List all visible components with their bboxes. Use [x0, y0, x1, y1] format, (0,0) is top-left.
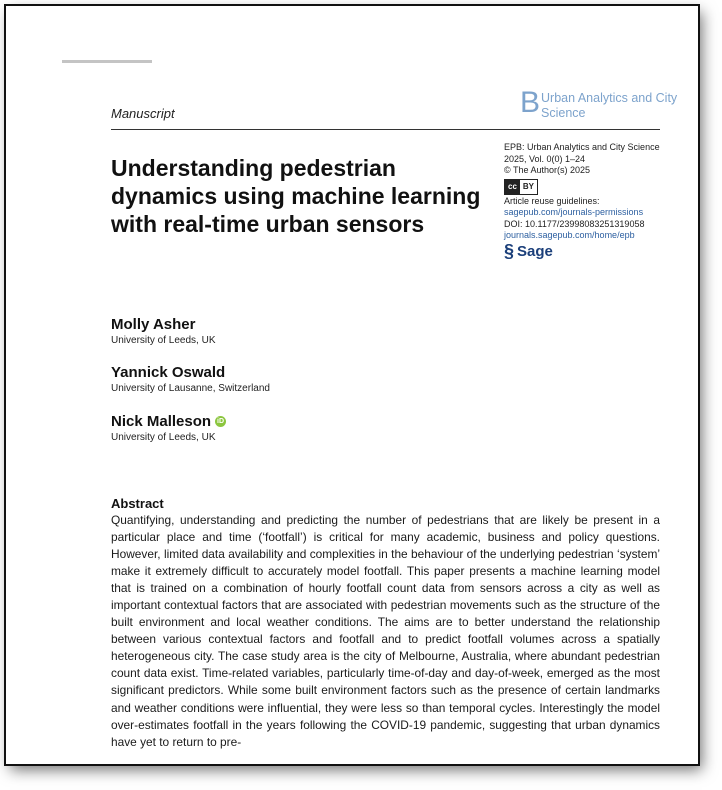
- sage-s-icon: §: [504, 240, 515, 261]
- author-affiliation: University of Leeds, UK: [111, 335, 216, 346]
- abstract-heading: Abstract: [111, 496, 164, 511]
- author-name-text: Nick Malleson: [111, 413, 212, 430]
- paper-page: [20, 20, 696, 764]
- paper-title: Understanding pedestrian dynamics using machine learning with real-time urban sensors: [111, 155, 481, 237]
- author-name: [111, 316, 216, 333]
- abstract-text: Quantifying, understanding and predicting the number of pedestrians that are likely be present in a particular place and time (‘footfall’) is critical for many academic, business and policy questions. However, limited data availability and complexities in the behaviour of the underlying pedestrian ‘system’ make it extremely difficult to accurately model footfall. This paper presents a machine learning model that is trained on a combination of hourly footfall count data from sensors across a city as well as important contextual factors that are associated with pedestrian movements such as the structure of the built environment and local weather conditions. The aims are to better understand the relationship between various contextual factors and footfall and to predict footfall volumes across a spatially heterogeneous city. The case study area is the city of Melbourne, Australia, where abundant pedestrian count data exist. Time-related variables, particularly time-of-day and day-of-week, emerged as the most significant predictors. While some built environment factors such as the presence of certain landmarks and weather conditions were influential, they were less so than temporal cycles. Interestingly the model over-estimates footfall in the years following the COVID-19 pandemic, suggesting that urban dynamics have yet to return to pre-: [111, 513, 660, 749]
- sage-logo: [504, 240, 660, 261]
- volume-line: 2025, Vol. 0(0) 1–24: [504, 153, 586, 164]
- sage-wordmark: Sage: [517, 242, 553, 260]
- author-block: [111, 316, 216, 346]
- author-name: [111, 364, 270, 381]
- author-name-text: Molly Asher: [111, 316, 196, 333]
- author-block: [111, 413, 226, 443]
- top-decorative-bar: [62, 60, 152, 63]
- cc-by-license-badge[interactable]: [504, 179, 538, 195]
- author-affiliation: University of Leeds, UK: [111, 432, 216, 443]
- journal-logo-name: Urban Analytics and City Science: [541, 91, 678, 120]
- reuse-label: Article reuse guidelines:: [504, 195, 600, 206]
- journal-line: EPB: Urban Analytics and City Science: [504, 142, 660, 152]
- document-frame: [6, 6, 698, 764]
- header-rule: [111, 129, 660, 130]
- publication-meta: [504, 142, 660, 261]
- doi-line[interactable]: DOI: 10.1177/23998083251319058: [504, 218, 645, 229]
- manuscript-label: Manuscript: [111, 106, 175, 121]
- copyright-line: © The Author(s) 2025: [504, 165, 591, 175]
- by-icon: BY: [522, 181, 535, 191]
- orcid-icon[interactable]: iD: [217, 418, 225, 425]
- cc-icon: cc: [505, 180, 520, 194]
- author-block: [111, 364, 270, 394]
- journal-logo-letter: B: [520, 86, 541, 119]
- journal-link[interactable]: journals.sagepub.com/home/epb: [504, 230, 635, 240]
- reuse-link[interactable]: sagepub.com/journals-permissions: [504, 207, 644, 217]
- author-name: [111, 413, 226, 430]
- author-affiliation: University of Lausanne, Switzerland: [111, 383, 270, 394]
- author-name-text: Yannick Oswald: [111, 364, 226, 381]
